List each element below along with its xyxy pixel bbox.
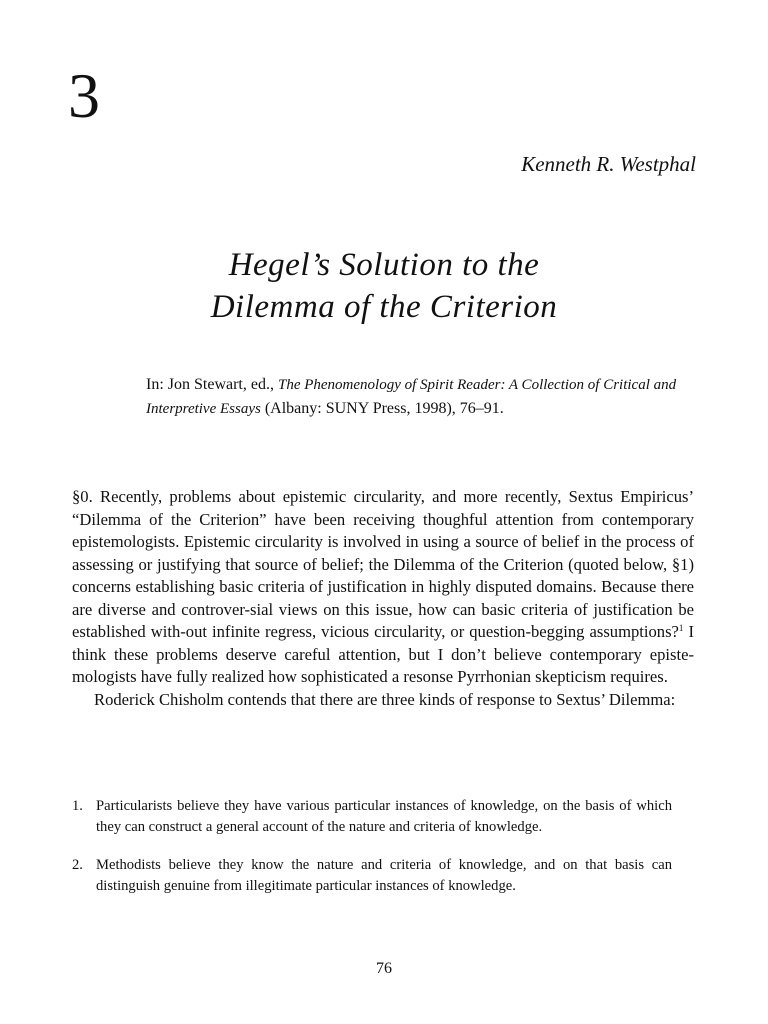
footnote-reference[interactable]: 1 xyxy=(678,623,684,633)
list-item-number: 2. xyxy=(72,857,83,873)
chapter-number: 3 xyxy=(68,60,100,131)
author-name: Kenneth R. Westphal xyxy=(521,152,696,176)
paragraph-1-continued: I think these problems deserve careful attention, but I don’t believe contemporary episte-mologists have fully realized how sophisticated a resonse Pyrrhonian skepticism requires. xyxy=(72,622,694,686)
body-text xyxy=(72,486,694,711)
source-citation xyxy=(146,373,706,421)
citation-suffix: (Albany: SUNY Press, 1998), 76–91. xyxy=(260,400,504,417)
numbered-list xyxy=(72,796,672,914)
list-item-text: Methodists believe they know the nature and criteria of knowledge, and on that basis can distinguish genuine from illegitimate particular instances of knowledge. xyxy=(96,857,672,894)
page-number: 76 xyxy=(376,960,392,977)
chapter-title-line-1: Hegel’s Solution to the xyxy=(228,247,540,284)
list-item-text: Particularists believe they have various particular instances of knowledge, on the basis of which they can construct a general account of the nature and criteria of knowledge. xyxy=(96,798,672,835)
citation-prefix: In: Jon Stewart, ed., xyxy=(146,376,278,393)
list-item xyxy=(72,796,672,838)
citation-book-title: The Phenomenology of Spirit Reader: A Collection of Critical and Interpretive Essays xyxy=(146,377,677,417)
list-item xyxy=(72,855,672,897)
paragraph-1-text: §0. Recently, problems about epistemic circularity, and more recently, Sextus Empiricus’ “Dilemma of the Criterion” have been receiving thoughful attention from contemporary epistemologists. Epistemic circularity is involved in using a source of belief in the process of assessing or justifying that source of belief; the Dilemma of the Criterion (quoted below, §1) concerns establishing basic criteria of justification in highly disputed domains. Because there are diverse and controver-sial views on this issue, how can basic criteria of justification be established with-out infinite regress, vicious circularity, or question-begging assumptions? xyxy=(72,487,694,641)
chapter-title-line-2: Dilemma of the Criterion xyxy=(210,289,558,326)
paragraph xyxy=(72,486,694,689)
list-item-number: 1. xyxy=(72,798,83,814)
chapter-title xyxy=(0,244,768,328)
paragraph: Roderick Chisholm contends that there are three kinds of response to Sextus’ Dilemma: xyxy=(94,689,676,709)
